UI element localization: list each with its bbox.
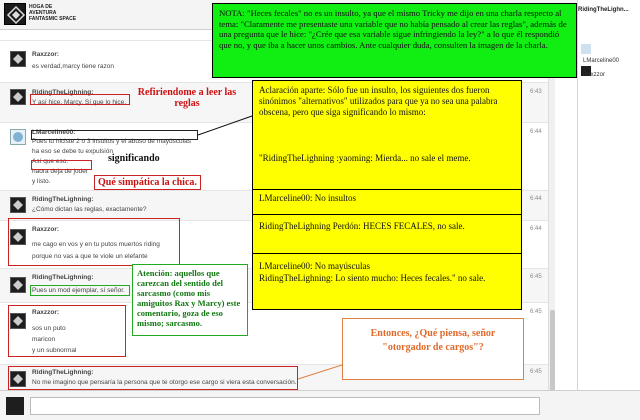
input-bar <box>0 390 640 420</box>
highlight-box <box>8 218 180 266</box>
message-text: Así que eso. <box>32 158 69 165</box>
clarification-intro: Aclaración aparte: Sólo fue un insulto, los siguientes dos fueron sinónimos "alternativos" utilizados para que ya no sea una palabra obscena, pero que siga significando lo mismo: <box>259 85 498 117</box>
message-time: 6:44 <box>530 196 542 202</box>
message-text: Pues tu hiciste 2 o 3 insultos y el abuso de mayúsculas <box>32 138 191 145</box>
highlight-box <box>30 94 130 105</box>
note-heces-fecales: NOTA: "Heces fecales" no es un insulto, ya que el mismo Tricky me dijo en una charla respecto al tema: "Claramente me presentaste una variable que no había pensado al crear las reglas", además de una pregunta que le hice: "¿Crée que esa variable sigue infringiendo la ley?" a lo que él respondió que no, y que iba a hacer unos cambios. Ante cualquier duda, consulten la imagen de la charla. <box>212 3 577 78</box>
annotation-sarcasm: Atención: aquellos que carezcan del sentido del sarcasmo (como mis amiguitos Rax y Marcy) este comentario, goza de eso mismo; sarcasmo. <box>132 264 248 336</box>
highlight-box <box>30 285 130 296</box>
own-avatar-icon <box>6 397 24 415</box>
highlight-box <box>8 366 298 390</box>
chat-scrollbar[interactable] <box>548 60 555 420</box>
message-username[interactable]: RidingTheLighning: <box>32 89 94 96</box>
message-text: ¿Cómo dictan las reglas, exactamente? <box>32 206 147 213</box>
message-time: 6:43 <box>530 89 542 95</box>
highlight-box <box>8 305 126 357</box>
message-text: Pues un mod ejemplar, sí señor. <box>32 287 125 294</box>
clarification-line: "RidingTheLighning :yaoming: Mierda... no sale el meme. <box>259 153 471 163</box>
message-username[interactable]: RidingTheLighning: <box>32 274 94 281</box>
app-logo-icon <box>4 3 26 25</box>
user-avatar[interactable] <box>10 129 26 145</box>
message-text: ha eso se debe tu expulsión <box>32 148 113 155</box>
clarification-line: RidingTheLighning Perdón: HECES FECALES, no sale. <box>259 221 465 231</box>
message-time: 6:45 <box>530 309 542 315</box>
message-username[interactable]: LMarceline00: <box>32 129 76 136</box>
message-text: No me imagino que pensaría la persona que te otorgo ese cargo si viera esta conversación. <box>32 379 297 386</box>
highlight-box <box>31 130 198 140</box>
annotation-rules: Refiriendome a leer las reglas <box>137 87 237 109</box>
separator <box>253 189 521 190</box>
message-time: 6:44 <box>530 129 542 135</box>
message-text: Y así hice, Marcy. Sí que lo hice. <box>32 99 127 106</box>
user-list-item[interactable] <box>581 44 637 56</box>
message-text: sos un puto <box>32 325 66 332</box>
message-time: 6:44 <box>530 226 542 232</box>
message-text: porque no vas a que te viole un elefante <box>32 253 148 260</box>
message-username[interactable]: Raxzzor: <box>32 51 60 58</box>
user-avatar[interactable] <box>10 89 26 105</box>
message-input[interactable] <box>30 397 540 415</box>
clarification-line: RidingTheLighning: Lo siento mucho: Heces fecales." no sale. <box>259 273 486 283</box>
message-time: 6:45 <box>530 274 542 280</box>
app-title: HOGA DE AVENTURA FANTASMIC SPACE <box>29 4 77 22</box>
question-box: Entonces, ¿Qué piensa, señor "otorgador de cargos"? <box>342 318 524 380</box>
message-text: es verdad,marcy tiene razon <box>32 63 115 70</box>
message-text: haora deja de joder <box>32 168 89 175</box>
clarification-line: LMarceline00: No insultos <box>259 193 356 203</box>
clarification-line: LMarceline00: No mayúsculas <box>259 261 370 271</box>
separator <box>253 253 521 254</box>
message-text: y listo. <box>32 178 51 185</box>
message-username[interactable]: Raxzzor: <box>32 226 60 233</box>
user-avatar[interactable] <box>10 197 26 213</box>
message-username[interactable]: RidingTheLighning: <box>32 196 94 203</box>
user-list-name[interactable]: LMarceline00 <box>583 58 620 64</box>
message-text: maricon <box>32 336 56 343</box>
message-text: me cago en vos y en tu putos muertos riding <box>32 241 160 248</box>
annotation-significando: significando <box>108 153 160 164</box>
separator <box>253 214 521 215</box>
message-time: 6:45 <box>530 369 542 375</box>
user-list-name[interactable]: Raxzzor <box>583 72 606 78</box>
highlight-box <box>31 160 92 170</box>
message-username[interactable]: Raxzzor: <box>32 309 60 316</box>
annotation-simpatica: Qué simpática la chica. <box>94 175 201 190</box>
user-list-title: RidingTheLighn... <box>578 7 629 13</box>
user-avatar <box>581 44 591 54</box>
user-avatar[interactable] <box>10 277 26 293</box>
clarification-box <box>252 80 522 310</box>
message-text: y un subnormal <box>32 347 77 354</box>
user-avatar[interactable] <box>10 51 26 67</box>
message-username[interactable]: RidingTheLighning: <box>32 369 94 376</box>
